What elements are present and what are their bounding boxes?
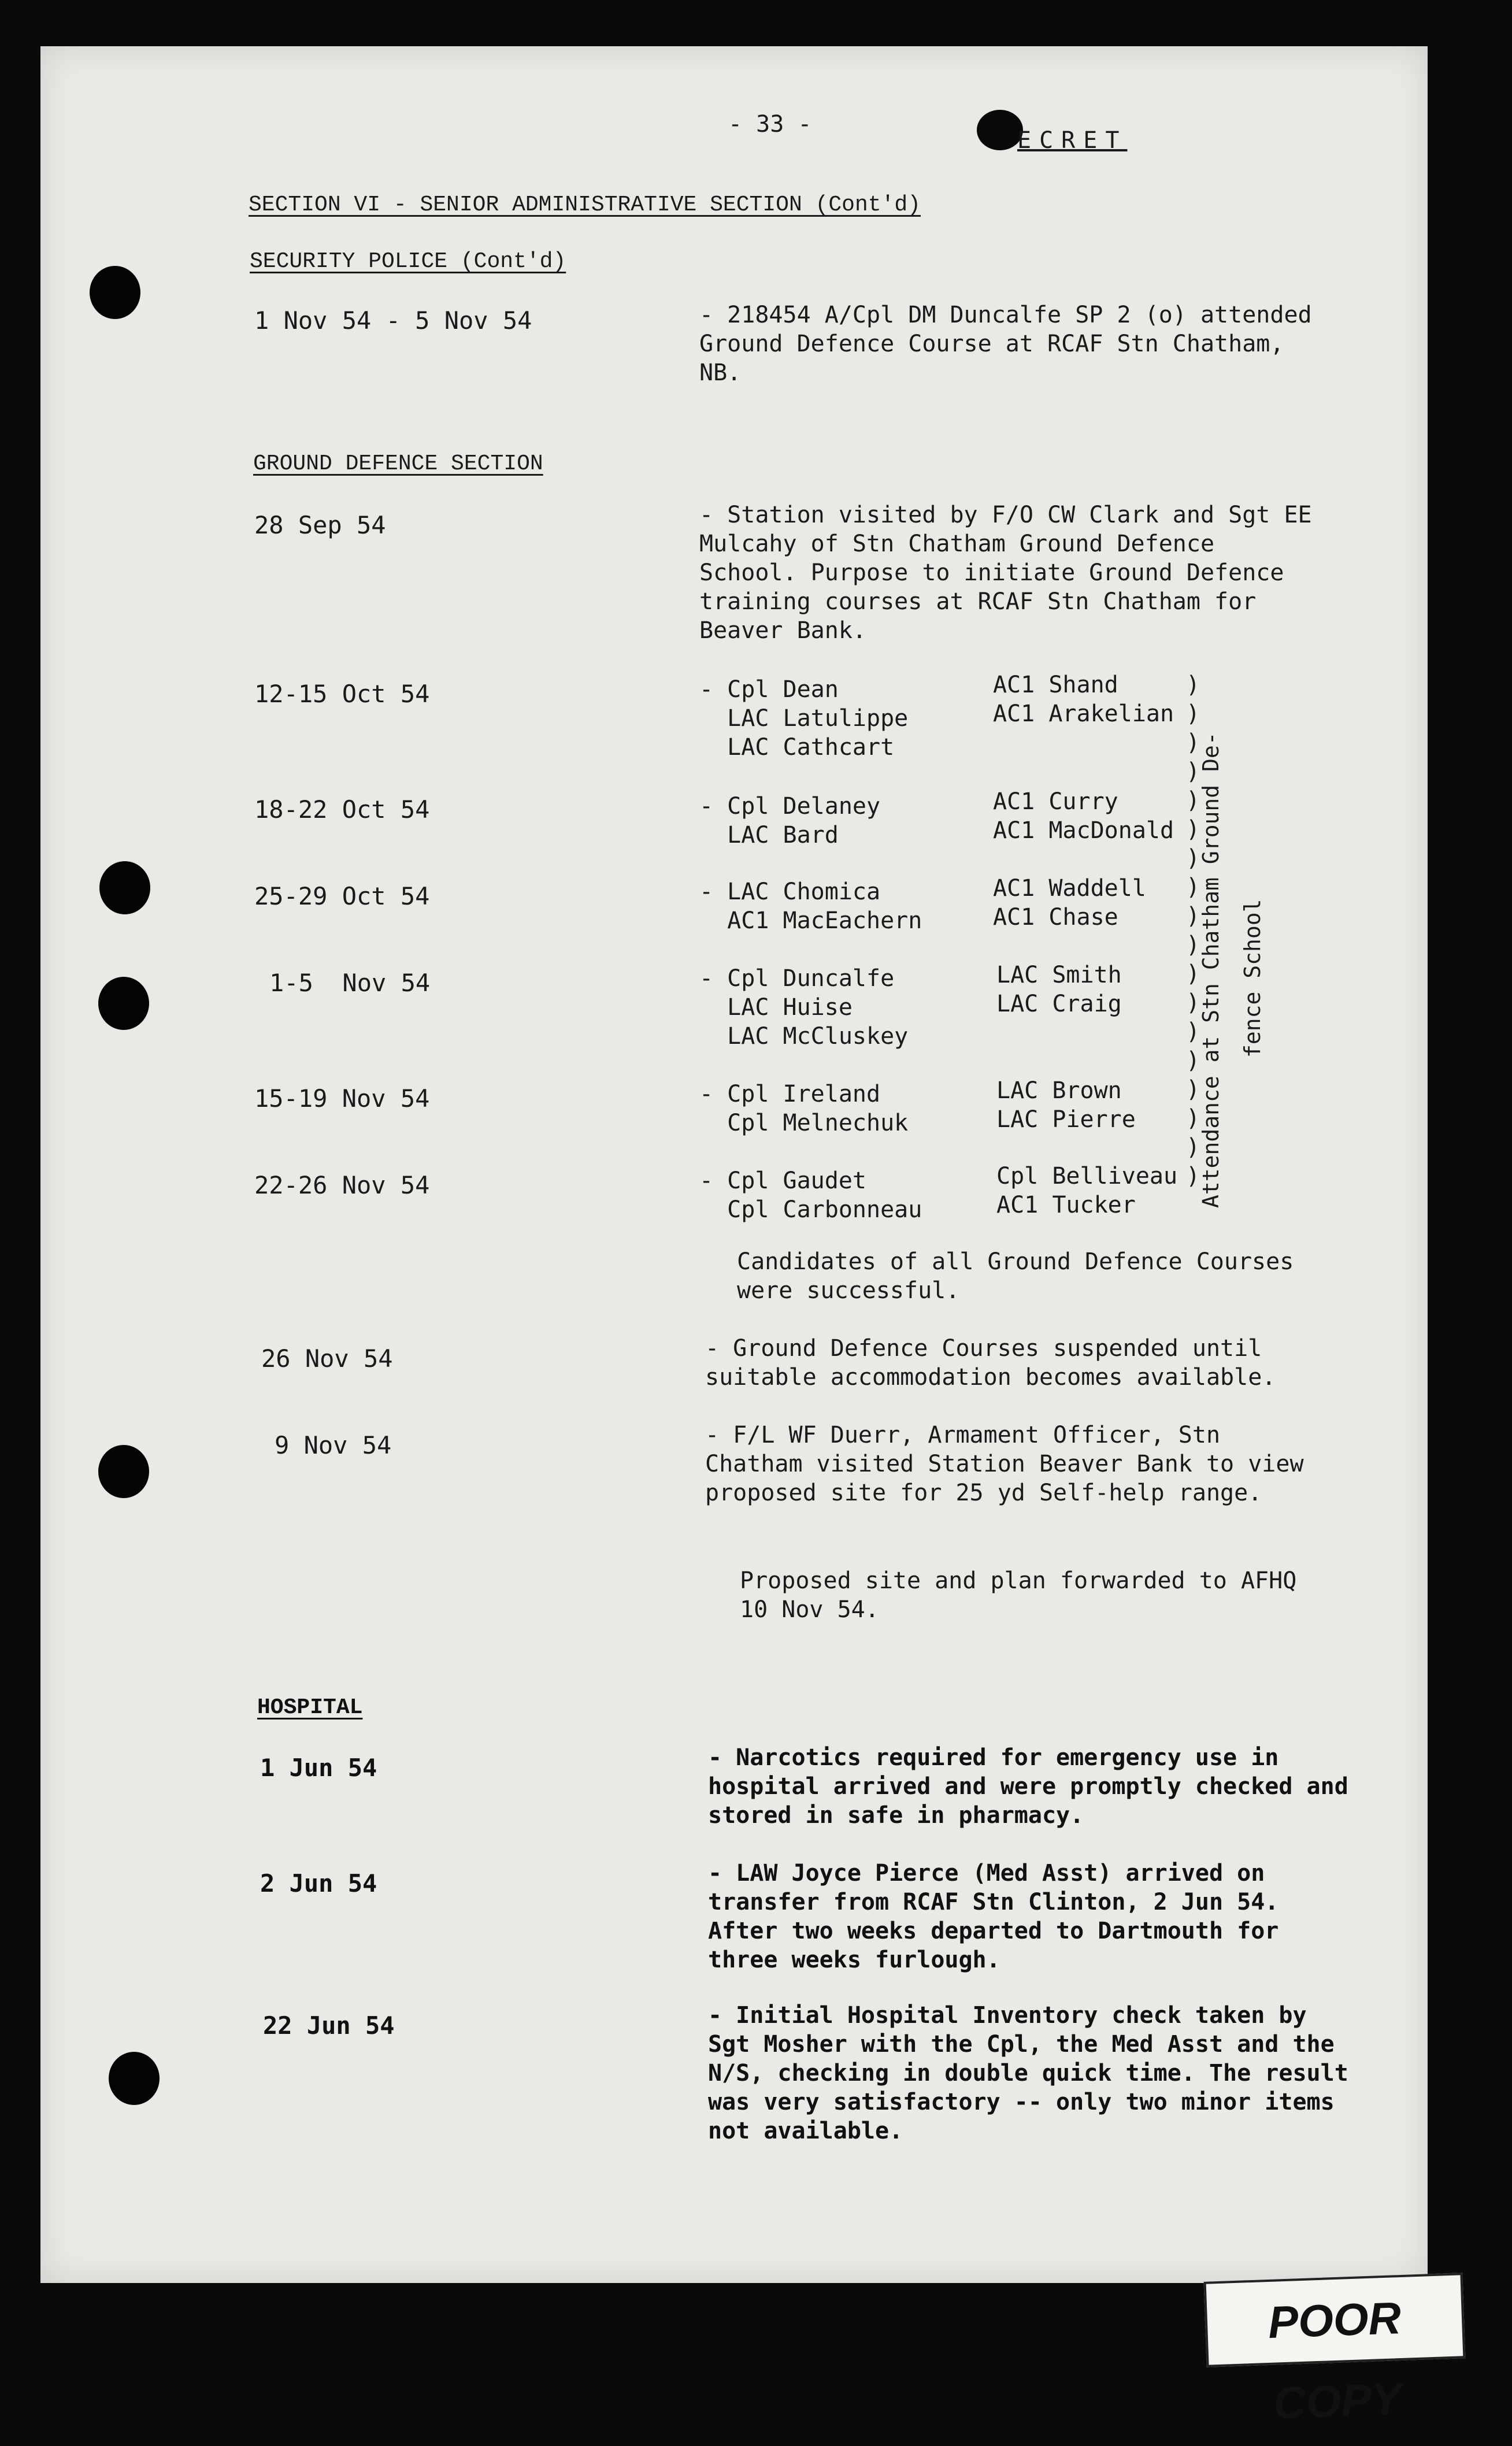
course-candidate: AC1 Chase — [993, 904, 1118, 931]
course-candidate: LAC Cathcart — [699, 734, 895, 761]
entry-text: - Initial Hospital Inventory check taken by Sgt Mosher with the Cpl, the Med Asst and the N/S, checking in double quick time. The result was very satisfactory -- only two minor items not available. — [708, 2002, 1348, 2144]
entry-text: - Narcotics required for emergency use in hospital arrived and were promptly checked and stored in safe in pharmacy. — [708, 1744, 1348, 1829]
course-date: 22-26 Nov 54 — [254, 1171, 430, 1199]
course-candidate: LAC Pierre — [996, 1106, 1136, 1133]
side-note-line: Attendance at Stn Chatham Ground De- — [1198, 732, 1224, 1208]
ground-defence-heading: GROUND DEFENCE SECTION — [253, 451, 543, 476]
entry-date: 22 Jun 54 — [263, 2011, 395, 2040]
entry-text: - F/L WF Duerr, Armament Officer, Stn Chatham visited Station Beaver Bank to view proposed site for 25 yd Self-help range. — [705, 1422, 1304, 1506]
entry-date: 1 Nov 54 - 5 Nov 54 — [254, 306, 532, 335]
course-result-text: Candidates of all Ground Defence Courses were successful. — [737, 1248, 1294, 1304]
course-candidate: AC1 MacEachern — [699, 907, 922, 934]
course-candidate: AC1 Tucker — [996, 1192, 1136, 1218]
course-candidate: LAC Bard — [699, 822, 839, 848]
course-candidate: - LAC Chomica — [699, 879, 881, 905]
poor-copy-stamp: POOR COPY — [1204, 2273, 1466, 2367]
entry-date: 26 Nov 54 — [261, 1344, 393, 1373]
course-candidate: - Cpl Dean — [699, 676, 839, 703]
punch-hole — [109, 2052, 160, 2105]
entry-text: - Station visited by F/O CW Clark and Sgt EE Mulcahy of Stn Chatham Ground Defence School. Purpose to initiate Ground Defence training courses at RCAF Stn Chatham for Beaver Bank. — [699, 502, 1312, 644]
course-candidate: Cpl Melnechuk — [699, 1110, 909, 1136]
course-date: 18-22 Oct 54 — [254, 795, 430, 824]
attendance-side-note — [1194, 699, 1298, 1208]
course-date: 1-5 Nov 54 — [269, 969, 431, 997]
page-number: - 33 - — [728, 111, 812, 138]
course-candidate: LAC McCluskey — [699, 1023, 909, 1050]
course-candidate: LAC Huise — [699, 994, 853, 1021]
entry-date: 1 Jun 54 — [260, 1754, 377, 1782]
course-candidate: AC1 MacDonald — [993, 817, 1174, 844]
course-candidate: - Cpl Delaney — [699, 793, 881, 820]
course-candidate: AC1 Curry — [993, 788, 1118, 815]
course-candidate: LAC Brown — [996, 1077, 1122, 1104]
course-date: 15-19 Nov 54 — [254, 1084, 430, 1113]
entry-text: - LAW Joyce Pierce (Med Asst) arrived on transfer from RCAF Stn Clinton, 2 Jun 54. After two weeks departed to Dartmouth for three weeks furlough. — [708, 1860, 1279, 1973]
side-note-line: fence School — [1240, 899, 1265, 1058]
course-candidate: LAC Smith — [996, 962, 1122, 988]
ink-blot — [977, 110, 1023, 150]
hospital-heading: HOSPITAL — [257, 1695, 363, 1720]
punch-hole — [98, 977, 149, 1030]
punch-hole — [90, 266, 140, 319]
entry-text: Proposed site and plan forwarded to AFHQ 10 Nov 54. — [740, 1567, 1297, 1623]
course-candidate: AC1 Arakelian — [993, 701, 1174, 727]
entry-date: 2 Jun 54 — [260, 1869, 377, 1897]
security-police-heading: SECURITY POLICE (Cont'd) — [250, 249, 566, 274]
entry-text: - 218454 A/Cpl DM Duncalfe SP 2 (o) attended Ground Defence Course at RCAF Stn Chatham, NB. — [699, 302, 1312, 386]
punch-hole — [99, 861, 150, 914]
course-date: 25-29 Oct 54 — [254, 882, 430, 910]
bracket-glyph: ) ) ) ) ) ) ) ) ) ) ) ) ) ) ) ) ) ) — [1186, 672, 1200, 1189]
entry-date: 28 Sep 54 — [254, 511, 386, 539]
course-candidate: LAC Latulippe — [699, 705, 909, 732]
course-date: 12-15 Oct 54 — [254, 680, 430, 708]
entry-date: 9 Nov 54 — [275, 1431, 392, 1459]
classification-mark: ECRET — [1017, 127, 1128, 154]
course-candidate: - Cpl Duncalfe — [699, 965, 895, 992]
punch-hole — [98, 1445, 149, 1498]
course-candidate: Cpl Carbonneau — [699, 1196, 922, 1223]
course-candidate: - Cpl Ireland — [699, 1081, 881, 1107]
course-candidate: Cpl Belliveau — [996, 1163, 1178, 1189]
entry-text: - Ground Defence Courses suspended until suitable accommodation becomes available. — [705, 1335, 1276, 1391]
course-candidate: - Cpl Gaudet — [699, 1168, 866, 1194]
course-candidate: LAC Craig — [996, 991, 1122, 1017]
section-title: SECTION VI - SENIOR ADMINISTRATIVE SECTION (Cont'd) — [249, 192, 921, 217]
course-candidate: AC1 Waddell — [993, 875, 1146, 902]
course-candidate: AC1 Shand — [993, 672, 1118, 698]
